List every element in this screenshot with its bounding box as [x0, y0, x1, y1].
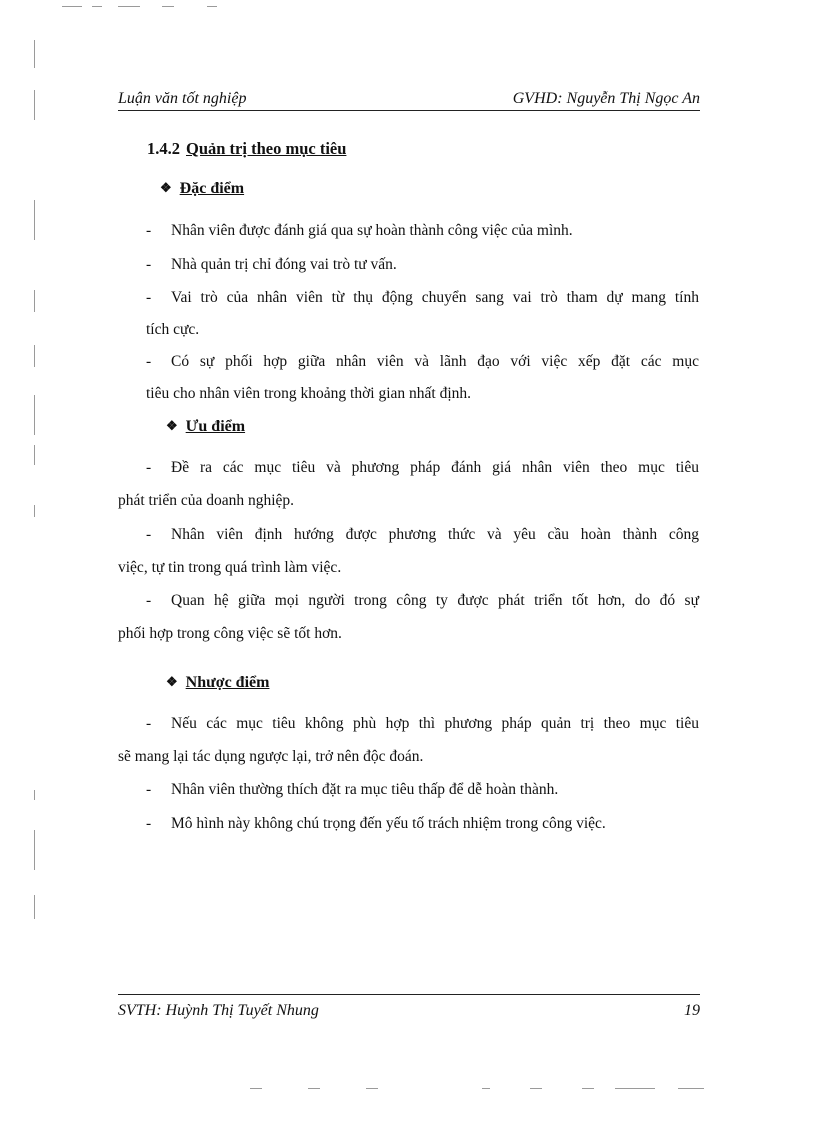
list-item: Nhân viên được đánh giá qua sự hoàn thành công việc của mình. — [171, 222, 573, 239]
subheading-text: Nhược điểm — [185, 674, 270, 691]
section-title — [147, 139, 346, 159]
scan-mark — [530, 1088, 542, 1089]
list-dash: - — [146, 353, 152, 370]
list-dash: - — [146, 592, 152, 609]
scan-mark — [482, 1088, 490, 1089]
scan-mark — [34, 345, 35, 367]
diamond-bullet-icon: ❖ — [160, 180, 172, 195]
list-item: Vai trò của nhân viên từ thụ động chuyển sang vai trò tham dự mang tính — [171, 289, 699, 306]
running-footer — [118, 994, 700, 1019]
scan-mark — [34, 895, 35, 919]
scan-mark — [207, 6, 217, 7]
scan-mark — [366, 1088, 378, 1089]
scan-mark — [308, 1088, 320, 1089]
list-dash: - — [146, 222, 152, 239]
scan-mark — [162, 6, 174, 7]
scan-mark — [62, 6, 82, 7]
list-dash: - — [146, 459, 152, 476]
scan-mark — [34, 290, 35, 312]
list-item: Nhân viên định hướng được phương thức và yêu cầu hoàn thành công — [171, 526, 699, 543]
list-item: Quan hệ giữa mọi người trong công ty được phát triển tốt hơn, do đó sự — [171, 592, 699, 609]
scan-mark — [615, 1088, 655, 1089]
list-item-continuation: tiêu cho nhân viên trong khoảng thời gian nhất định. — [146, 385, 472, 402]
header-thesis-label: Luận văn tốt nghiệp — [118, 90, 247, 107]
list-dash: - — [146, 815, 152, 832]
list-item-continuation: phối hợp trong công việc sẽ tốt hơn. — [118, 625, 342, 642]
subheading-uu-diem — [166, 418, 245, 436]
running-header — [118, 88, 700, 111]
diamond-bullet-icon: ❖ — [166, 674, 178, 689]
subheading-nhuoc-diem — [166, 674, 269, 692]
footer-student: SVTH: Huỳnh Thị Tuyết Nhung — [118, 1002, 319, 1019]
subheading-dac-diem — [160, 180, 244, 198]
scan-mark — [582, 1088, 594, 1089]
scan-mark — [34, 40, 35, 68]
section-title-text: Quản trị theo mục tiêu — [186, 139, 347, 158]
scan-mark — [250, 1088, 262, 1089]
list-item: Nhân viên thường thích đặt ra mục tiêu thấp để dễ hoàn thành. — [171, 781, 559, 798]
diamond-bullet-icon: ❖ — [166, 418, 178, 433]
subheading-text: Ưu điểm — [185, 418, 246, 435]
list-item: Mô hình này không chú trọng đến yếu tố trách nhiệm trong công việc. — [171, 815, 606, 832]
list-item-continuation: việc, tự tin trong quá trình làm việc. — [118, 559, 342, 576]
list-item: Nếu các mục tiêu không phù hợp thì phương pháp quản trị theo mục tiêu — [171, 715, 699, 732]
scan-mark — [34, 505, 35, 517]
header-advisor: GVHD: Nguyễn Thị Ngọc An — [512, 90, 700, 107]
list-dash: - — [146, 781, 152, 798]
scan-mark — [118, 6, 140, 7]
scan-mark — [34, 790, 35, 800]
list-item: Đề ra các mục tiêu và phương pháp đánh giá nhân viên theo mục tiêu — [171, 459, 699, 476]
scan-mark — [34, 830, 35, 870]
list-item-continuation: tích cực. — [146, 321, 200, 338]
list-dash: - — [146, 256, 152, 273]
scan-mark — [678, 1088, 704, 1089]
subheading-text: Đặc điểm — [179, 180, 245, 197]
list-dash: - — [146, 715, 152, 732]
scan-mark — [34, 395, 35, 435]
list-dash: - — [146, 289, 152, 306]
scan-mark — [34, 90, 35, 120]
list-item: Nhà quản trị chỉ đóng vai trò tư vấn. — [171, 256, 397, 273]
scan-mark — [92, 6, 102, 7]
list-item: Có sự phối hợp giữa nhân viên và lãnh đạo với việc xếp đặt các mục — [171, 353, 699, 370]
list-item-continuation: phát triển của doanh nghiệp. — [118, 492, 295, 509]
section-number: 1.4.2 — [147, 139, 180, 158]
list-item-continuation: sẽ mang lại tác dụng ngược lại, trở nên độc đoán. — [118, 748, 424, 765]
page-number: 19 — [684, 1002, 700, 1019]
list-dash: - — [146, 526, 152, 543]
scan-mark — [34, 445, 35, 465]
scan-mark — [34, 200, 35, 240]
